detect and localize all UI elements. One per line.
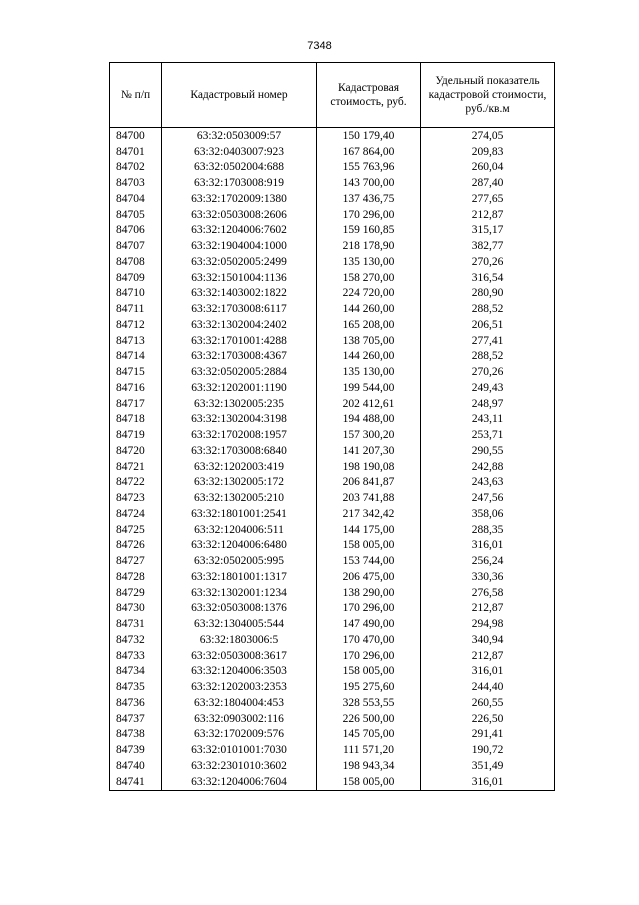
cadastral-value: 111 571,20 [317,742,421,758]
specific-value: 242,88 [421,459,555,475]
specific-value: 277,65 [421,191,555,207]
table-row [110,616,555,632]
table-row [110,569,555,585]
cadastral-number: 63:32:0503009:57 [162,128,317,144]
row-number: 84740 [110,758,162,774]
cadastral-number: 63:32:1202001:1190 [162,380,317,396]
cadastral-value: 138 290,00 [317,585,421,601]
specific-value: 248,97 [421,396,555,412]
row-number: 84723 [110,490,162,506]
row-number: 84705 [110,207,162,223]
row-number: 84706 [110,223,162,239]
cadastral-number: 63:32:1804004:453 [162,695,317,711]
cadastral-value: 158 005,00 [317,774,421,790]
cadastral-number: 63:32:1302005:210 [162,490,317,506]
cadastral-value: 145 705,00 [317,727,421,743]
table-row [110,711,555,727]
specific-value: 260,55 [421,695,555,711]
cadastral-value: 167 864,00 [317,144,421,160]
cadastral-value: 158 270,00 [317,270,421,286]
row-number: 84741 [110,774,162,790]
row-number: 84711 [110,301,162,317]
cadastral-value: 157 300,20 [317,427,421,443]
cadastral-value: 144 260,00 [317,349,421,365]
specific-value: 244,40 [421,679,555,695]
row-number: 84728 [110,569,162,585]
cadastral-number: 63:32:0503008:2606 [162,207,317,223]
specific-value: 358,06 [421,506,555,522]
table-row [110,412,555,428]
cadastral-value: 158 005,00 [317,538,421,554]
row-number: 84730 [110,601,162,617]
cadastral-value: 217 342,42 [317,506,421,522]
header-specific-value: Удельный показатель кадастровой стоимости, руб./кв.м [421,63,555,128]
table-row [110,742,555,758]
cadastral-number: 63:32:0101001:7030 [162,742,317,758]
row-number: 84727 [110,553,162,569]
cadastral-number: 63:32:1302004:3198 [162,412,317,428]
table-row [110,128,555,144]
specific-value: 276,58 [421,585,555,601]
cadastral-value: 165 208,00 [317,317,421,333]
table-row [110,475,555,491]
cadastral-value: 153 744,00 [317,553,421,569]
cadastral-number: 63:32:1302005:172 [162,475,317,491]
cadastral-number: 63:32:1701001:4288 [162,333,317,349]
cadastral-value: 206 475,00 [317,569,421,585]
cadastral-value: 143 700,00 [317,175,421,191]
cadastral-value: 158 005,00 [317,664,421,680]
table-row [110,301,555,317]
row-number: 84720 [110,443,162,459]
cadastral-number: 63:32:1801001:1317 [162,569,317,585]
cadastral-number: 63:32:1204006:3503 [162,664,317,680]
cadastral-number: 63:32:1703008:4367 [162,349,317,365]
row-number: 84738 [110,727,162,743]
cadastral-value: 170 296,00 [317,601,421,617]
cadastral-number: 63:32:0503008:3617 [162,648,317,664]
table-row [110,286,555,302]
table-row [110,175,555,191]
specific-value: 212,87 [421,648,555,664]
table-row [110,223,555,239]
row-number: 84715 [110,364,162,380]
cadastral-value: 135 130,00 [317,364,421,380]
row-number: 84733 [110,648,162,664]
row-number: 84712 [110,317,162,333]
cadastral-value: 159 160,85 [317,223,421,239]
cadastral-value: 206 841,87 [317,475,421,491]
row-number: 84709 [110,270,162,286]
table-row [110,601,555,617]
specific-value: 206,51 [421,317,555,333]
table-row [110,427,555,443]
table-header [110,63,555,128]
cadastral-number: 63:32:1703008:6117 [162,301,317,317]
cadastral-number: 63:32:0403007:923 [162,144,317,160]
cadastral-number: 63:32:1702009:1380 [162,191,317,207]
specific-value: 226,50 [421,711,555,727]
cadastral-value: 226 500,00 [317,711,421,727]
specific-value: 274,05 [421,128,555,144]
cadastral-number: 63:32:0502005:2884 [162,364,317,380]
specific-value: 351,49 [421,758,555,774]
row-number: 84731 [110,616,162,632]
table-row [110,727,555,743]
cadastral-value: 203 741,88 [317,490,421,506]
row-number: 84732 [110,632,162,648]
specific-value: 330,36 [421,569,555,585]
cadastral-value: 224 720,00 [317,286,421,302]
table-row [110,506,555,522]
cadastral-number: 63:32:1302005:235 [162,396,317,412]
cadastral-value: 144 175,00 [317,522,421,538]
cadastral-value: 328 553,55 [317,695,421,711]
cadastral-value: 170 470,00 [317,632,421,648]
table-row [110,553,555,569]
cadastral-number: 63:32:0502005:995 [162,553,317,569]
row-number: 84702 [110,160,162,176]
specific-value: 256,24 [421,553,555,569]
cadastral-number: 63:32:1904004:1000 [162,238,317,254]
row-number: 84710 [110,286,162,302]
table-row [110,333,555,349]
table-row [110,207,555,223]
cadastral-value: 141 207,30 [317,443,421,459]
row-number: 84722 [110,475,162,491]
row-number: 84726 [110,538,162,554]
table-row [110,254,555,270]
page-number: 7348 [307,40,332,52]
header-row [110,63,555,128]
table-row [110,648,555,664]
cadastral-number: 63:32:1204006:7602 [162,223,317,239]
cadastral-value: 195 275,60 [317,679,421,695]
specific-value: 316,01 [421,774,555,790]
table-row [110,349,555,365]
specific-value: 290,55 [421,443,555,459]
cadastral-value: 138 705,00 [317,333,421,349]
table-row [110,538,555,554]
row-number: 84734 [110,664,162,680]
row-number: 84713 [110,333,162,349]
table-row [110,191,555,207]
cadastral-number: 63:32:1703008:6840 [162,443,317,459]
specific-value: 291,41 [421,727,555,743]
cadastral-value-table [109,62,555,791]
specific-value: 270,26 [421,254,555,270]
cadastral-number: 63:32:1803006:5 [162,632,317,648]
specific-value: 277,41 [421,333,555,349]
table-body [110,128,555,791]
table-row [110,585,555,601]
cadastral-number: 63:32:1702009:576 [162,727,317,743]
table-row [110,758,555,774]
table-row [110,490,555,506]
row-number: 84707 [110,238,162,254]
specific-value: 316,01 [421,664,555,680]
row-number: 84729 [110,585,162,601]
cadastral-number: 63:32:1703008:919 [162,175,317,191]
table-row [110,695,555,711]
cadastral-number: 63:32:1302001:1234 [162,585,317,601]
cadastral-number: 63:32:2301010:3602 [162,758,317,774]
specific-value: 190,72 [421,742,555,758]
specific-value: 247,56 [421,490,555,506]
cadastral-number: 63:32:1304005:544 [162,616,317,632]
table-row [110,380,555,396]
row-number: 84737 [110,711,162,727]
specific-value: 287,40 [421,175,555,191]
specific-value: 270,26 [421,364,555,380]
row-number: 84704 [110,191,162,207]
cadastral-number: 63:32:0503008:1376 [162,601,317,617]
row-number: 84700 [110,128,162,144]
row-number: 84736 [110,695,162,711]
specific-value: 315,17 [421,223,555,239]
specific-value: 249,43 [421,380,555,396]
cadastral-value: 170 296,00 [317,207,421,223]
table-row [110,238,555,254]
header-cadastral-value: Кадастровая стоимость, руб. [317,63,421,128]
cadastral-number: 63:32:1202003:419 [162,459,317,475]
specific-value: 243,11 [421,412,555,428]
specific-value: 316,01 [421,538,555,554]
table-row [110,160,555,176]
cadastral-number: 63:32:1702008:1957 [162,427,317,443]
header-cadastral-number: Кадастровый номер [162,63,317,128]
cadastral-number: 63:32:1403002:1822 [162,286,317,302]
row-number: 84735 [110,679,162,695]
row-number: 84724 [110,506,162,522]
row-number: 84719 [110,427,162,443]
header-row-number: № п/п [110,63,162,128]
specific-value: 382,77 [421,238,555,254]
cadastral-number: 63:32:1302004:2402 [162,317,317,333]
specific-value: 260,04 [421,160,555,176]
row-number: 84725 [110,522,162,538]
row-number: 84701 [110,144,162,160]
cadastral-value: 194 488,00 [317,412,421,428]
cadastral-value: 155 763,96 [317,160,421,176]
specific-value: 316,54 [421,270,555,286]
cadastral-number: 63:32:1801001:2541 [162,506,317,522]
specific-value: 253,71 [421,427,555,443]
cadastral-value: 199 544,00 [317,380,421,396]
specific-value: 288,52 [421,349,555,365]
table-row [110,664,555,680]
cadastral-value: 170 296,00 [317,648,421,664]
cadastral-value: 202 412,61 [317,396,421,412]
table-row [110,396,555,412]
specific-value: 243,63 [421,475,555,491]
cadastral-number: 63:32:0502005:2499 [162,254,317,270]
cadastral-number: 63:32:0903002:116 [162,711,317,727]
cadastral-value: 218 178,90 [317,238,421,254]
row-number: 84703 [110,175,162,191]
cadastral-number: 63:32:1204006:511 [162,522,317,538]
cadastral-number: 63:32:1202003:2353 [162,679,317,695]
specific-value: 288,52 [421,301,555,317]
table-row [110,459,555,475]
cadastral-value: 137 436,75 [317,191,421,207]
cadastral-value: 198 190,08 [317,459,421,475]
row-number: 84717 [110,396,162,412]
table-row [110,632,555,648]
cadastral-value: 135 130,00 [317,254,421,270]
specific-value: 288,35 [421,522,555,538]
cadastral-value: 198 943,34 [317,758,421,774]
specific-value: 212,87 [421,207,555,223]
specific-value: 212,87 [421,601,555,617]
specific-value: 209,83 [421,144,555,160]
cadastral-number: 63:32:0502004:688 [162,160,317,176]
cadastral-value: 147 490,00 [317,616,421,632]
table-row [110,522,555,538]
row-number: 84714 [110,349,162,365]
table-row [110,270,555,286]
specific-value: 340,94 [421,632,555,648]
row-number: 84708 [110,254,162,270]
cadastral-number: 63:32:1501004:1136 [162,270,317,286]
table-row [110,443,555,459]
cadastral-number: 63:32:1204006:7604 [162,774,317,790]
cadastral-value: 150 179,40 [317,128,421,144]
row-number: 84718 [110,412,162,428]
row-number: 84721 [110,459,162,475]
table-row [110,144,555,160]
cadastral-number: 63:32:1204006:6480 [162,538,317,554]
specific-value: 280,90 [421,286,555,302]
row-number: 84739 [110,742,162,758]
table-row [110,317,555,333]
table-row [110,774,555,790]
table-row [110,679,555,695]
specific-value: 294,98 [421,616,555,632]
table-row [110,364,555,380]
cadastral-value: 144 260,00 [317,301,421,317]
row-number: 84716 [110,380,162,396]
